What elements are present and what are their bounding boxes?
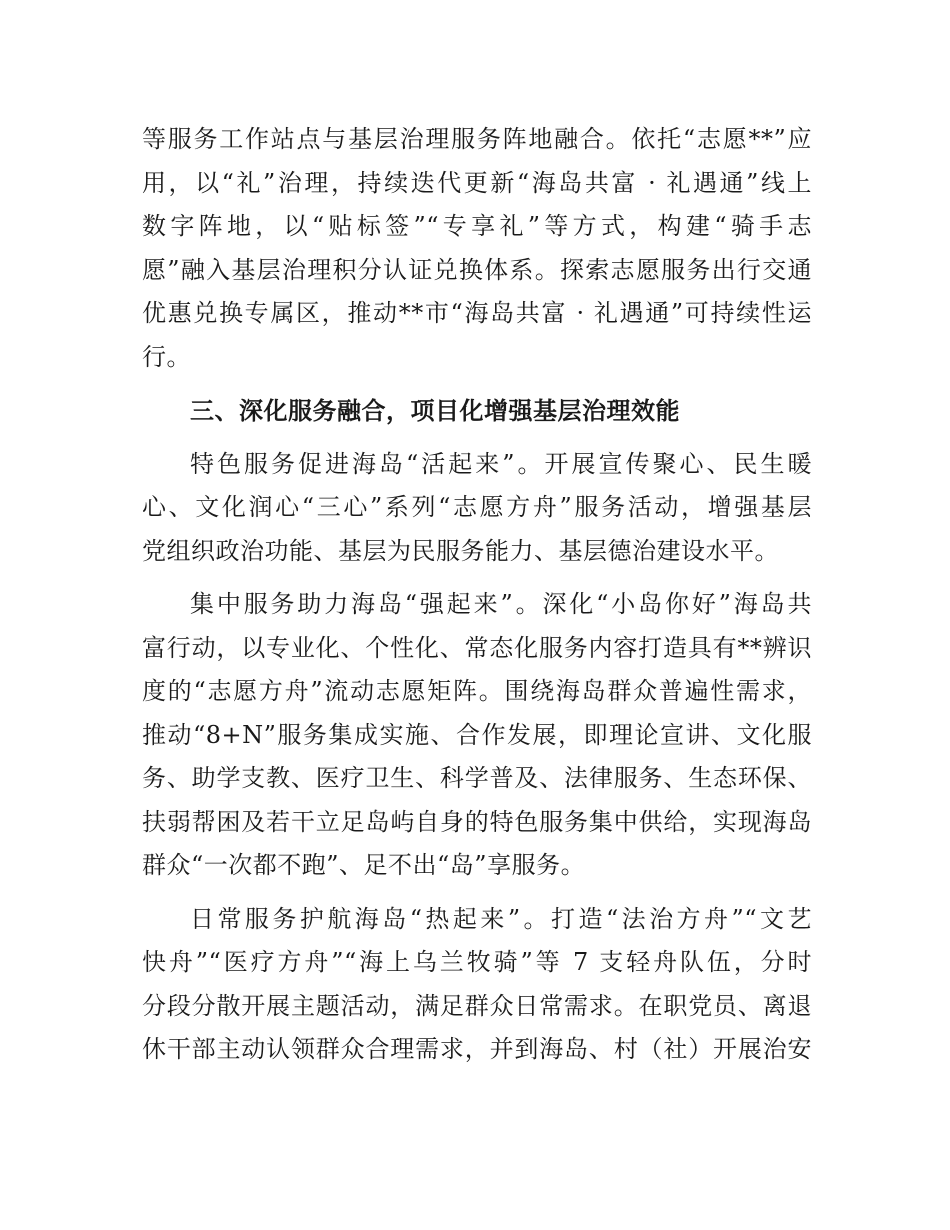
text-line: 数字阵地，以“贴标签”“专享礼”等方式，构建“骑手志: [142, 212, 812, 240]
text-line: 心、文化润心“三心”系列“志愿方舟”服务活动，增强基层: [142, 493, 812, 521]
text-line: 务、助学支教、医疗卫生、科学普及、法律服务、生态环保、: [142, 764, 812, 792]
paragraph-gap: [142, 433, 812, 443]
section-heading: 三、深化服务融合，项目化增强基层治理效能: [190, 396, 680, 425]
text-line: 扶弱帮困及若干立足岛屿自身的特色服务集中供给，实现海岛: [142, 807, 812, 836]
text-line: 等服务工作站点与基层治理服务阵地融合。依托“志愿**”应: [142, 125, 812, 153]
paragraph-daily-service: [142, 898, 812, 1072]
paragraph-centralized-service: [142, 583, 812, 888]
text-line: 行。: [142, 342, 191, 371]
text-line: 愿”融入基层治理积分认证兑换体系。探索志愿服务出行交通: [142, 255, 812, 284]
text-line: 特色服务促进海岛“活起来”。开展宣传聚心、民生暖: [190, 449, 812, 478]
text-line: 推动“8+N”服务集成实施、合作发展，即理论宣讲、文化服: [142, 720, 812, 749]
text-line: 党组织政治功能、基层为民服务能力、基层德治建设水平。: [142, 536, 779, 565]
text-line: 日常服务护航海岛“热起来”。打造“法治方舟”“文艺: [190, 904, 812, 933]
text-line: 度的“志愿方舟”流动志愿矩阵。围绕海岛群众普遍性需求，: [142, 677, 812, 705]
text-line: 快舟”“医疗方舟”“海上乌兰牧骑”等 7 支轻舟队伍，分时: [142, 948, 812, 976]
paragraph-gap: [142, 888, 812, 898]
paragraph-gap: [142, 379, 812, 389]
paragraph-gap: [142, 573, 812, 583]
text-line: 富行动，以专业化、个性化、常态化服务内容打造具有**辨识: [142, 633, 812, 662]
text-line: 分段分散开展主题活动，满足群众日常需求。在职党员、离退: [142, 991, 812, 1020]
text-line: 休干部主动认领群众合理需求，并到海岛、村（社）开展治安: [142, 1035, 812, 1063]
paragraph-continuation: [142, 118, 812, 379]
text-line: 群众“一次都不跑”、足不出“岛”享服务。: [142, 851, 586, 879]
text-line: 集中服务助力海岛“强起来”。深化“小岛你好”海岛共: [190, 590, 812, 618]
paragraph-featured-service: [142, 443, 812, 574]
document-body: [142, 118, 812, 1072]
text-line: 用，以“礼”治理，持续迭代更新“海岛共富 · 礼遇通”线上: [142, 168, 812, 197]
text-line: 优惠兑换专属区，推动**市“海岛共富 · 礼遇通”可持续性运: [142, 299, 812, 327]
